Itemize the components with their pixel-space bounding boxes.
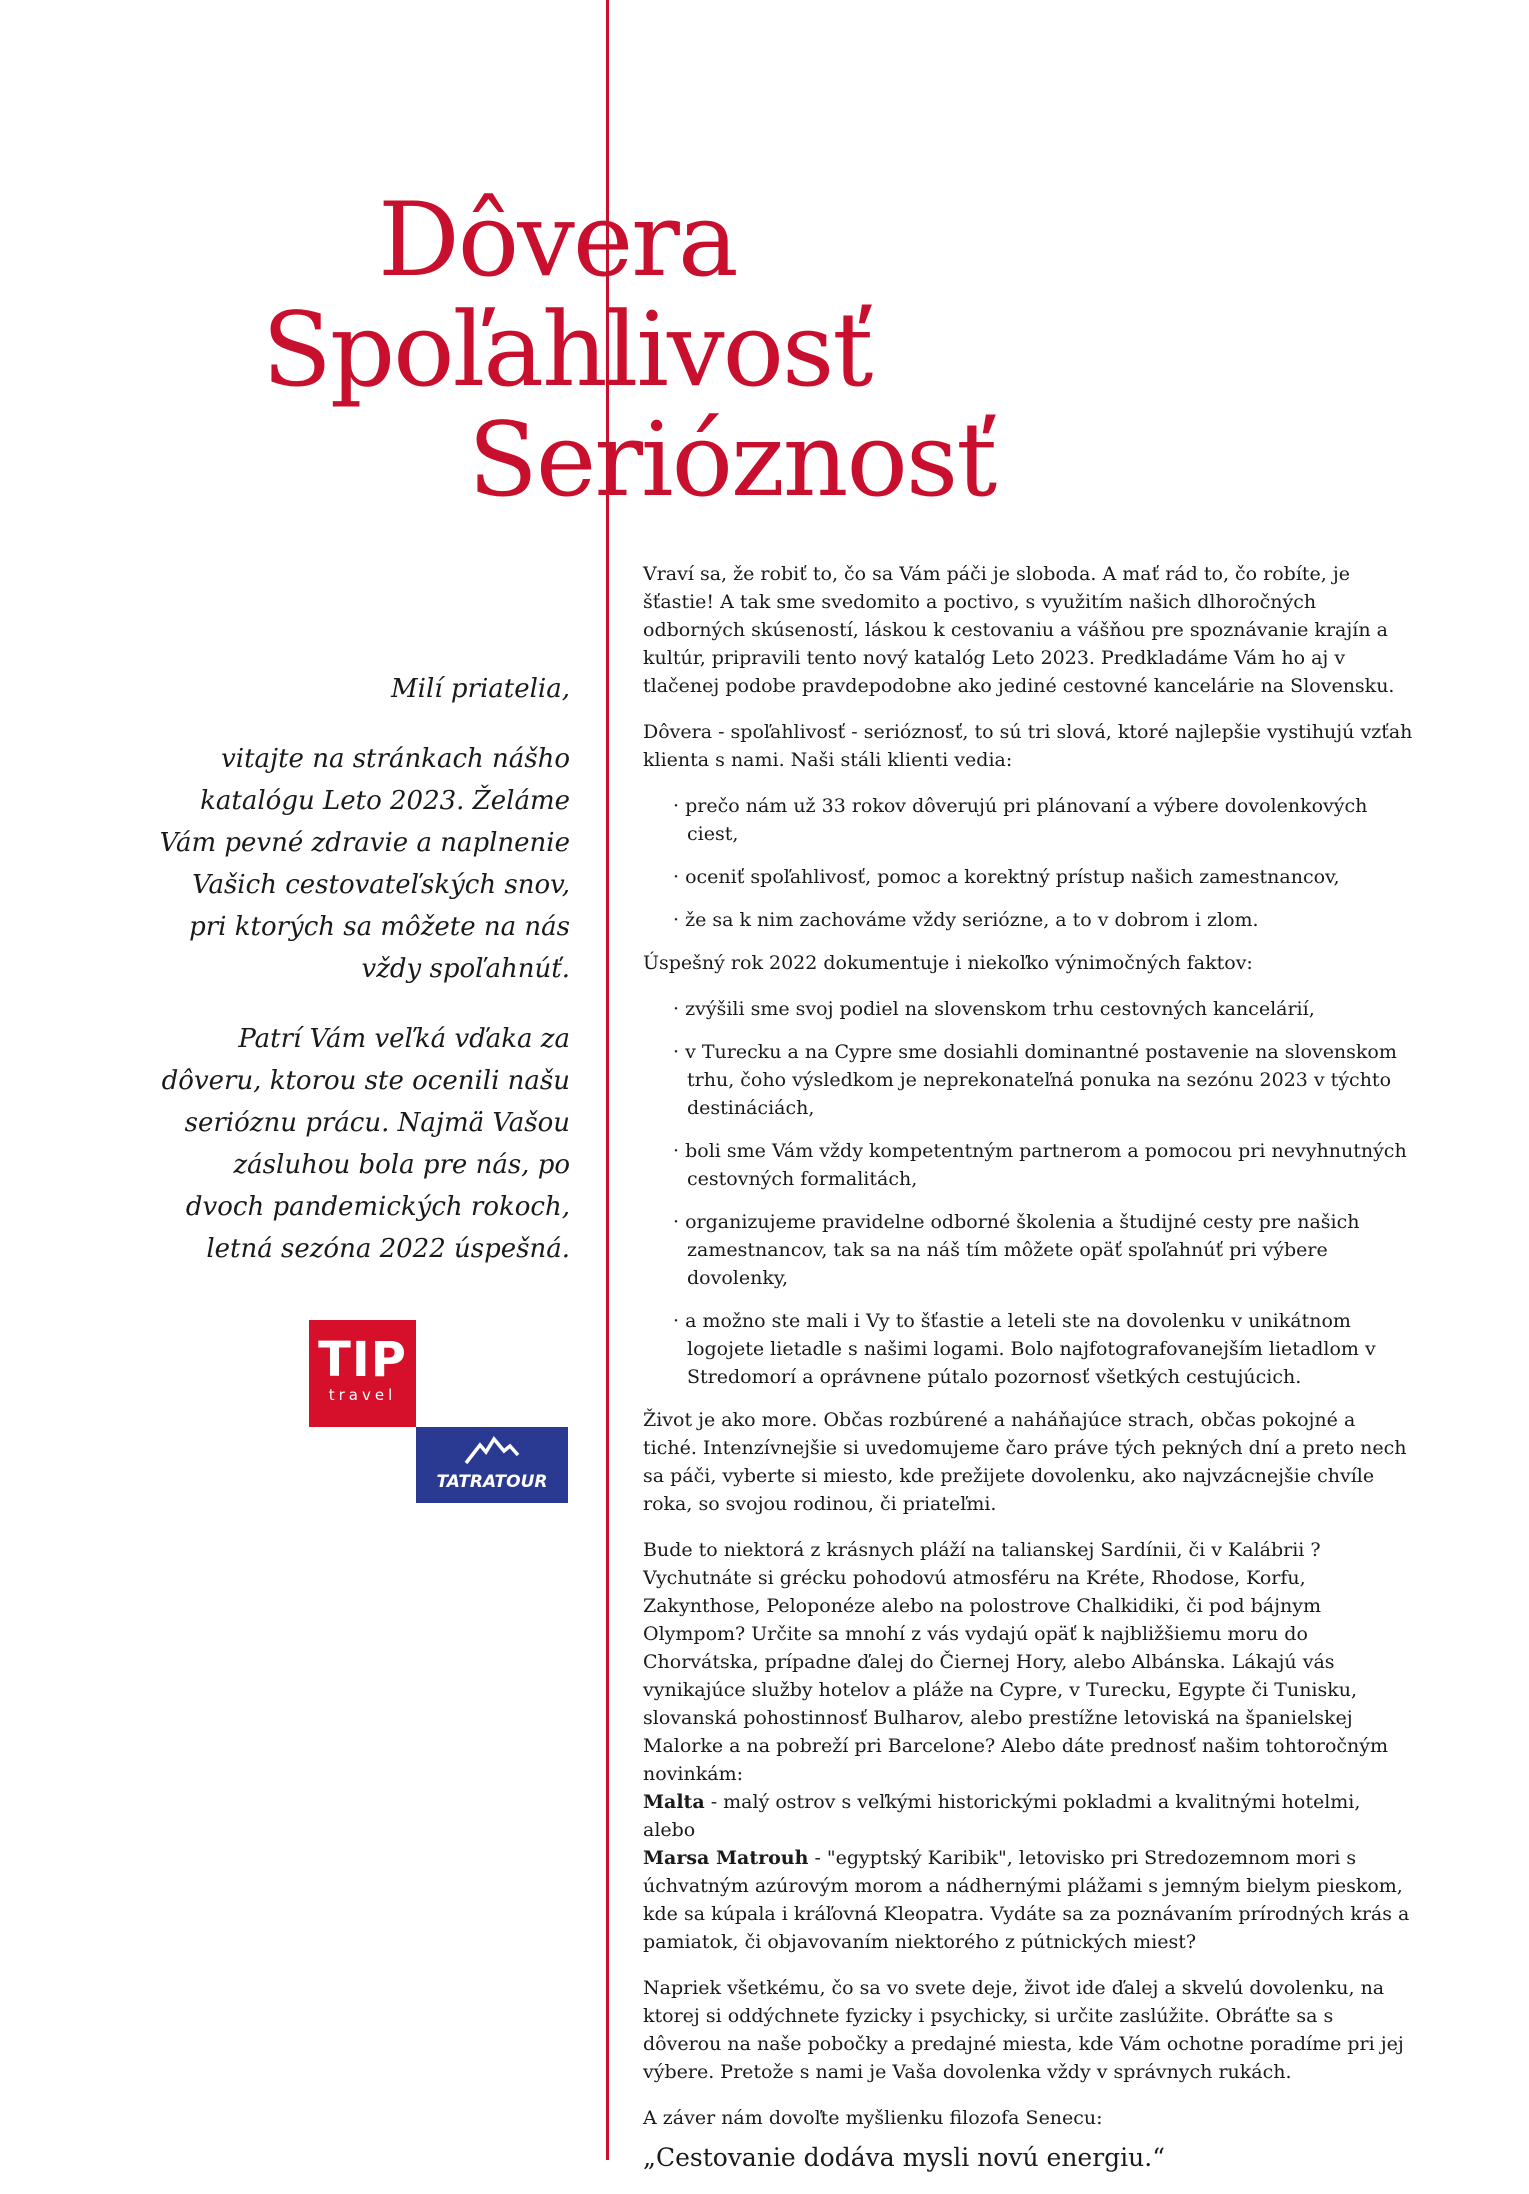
- travel-logo-text: travel: [328, 1386, 397, 1404]
- malta-highlight: Malta: [643, 1791, 705, 1813]
- intro-paragraph: Vraví sa, že robiť to, čo sa Vám páči je sloboda. A mať rád to, čo robíte, je šťastie! A tak sme svedomito a poctivo, s využitím našich dlhoročných odborných skúseností, láskou k cestovaniu a vášňou pre spoznávanie krajín a kultúr, pripravili tento nový katalóg Leto 2023. Predkladáme Vám ho aj v tlačenej podobe pravdepodobne ako jediné cestovné kancelárie na Slovensku.: [643, 563, 1395, 697]
- headline-word-serioznost: Serióznosť: [468, 401, 996, 520]
- headline-word-dovera: Dôvera: [378, 181, 737, 300]
- list-item: · že sa k nim zachováme vždy seriózne, a to v dobrom i zlom.: [673, 906, 1415, 934]
- mountain-icon: [464, 1435, 520, 1465]
- facts-intro: Úspešný rok 2022 dokumentuje i niekoľko výnimočných faktov:: [643, 952, 1253, 974]
- destinations-text: Bude to niektorá z krásnych pláží na talianskej Sardínii, či v Kalábrii ? Vychutnáte si grécku pohodovú atmosféru na Kréte, Rhodose, Korfu, Zakynthose, Peloponéze alebo na polostrove Chalkidiki, či pod bájnym Olympom? Určite sa mnohí z vás vydajú opäť k najbližšiemu moru do Chorvátska, prípadne ďalej do Čiernej Hory, alebo Albánska. Lákajú vás vynikajúce služby hotelov a pláže na Cypre, v Turecku, Egypte či Tunisku, slovanská pohostinnosť Bulharov, alebo prestížne letoviská na španielskej Malorke a na pobreží pri Barcelone? Alebo dáte prednosť našim tohtoročným novinkám:: [643, 1539, 1389, 1785]
- headline-word-spolahlivost: Spoľahlivosť: [262, 291, 872, 410]
- life-paragraph: Život je ako more. Občas rozbúrené a naháňajúce strach, občas pokojné a tiché. Intenzívnejšie si uvedomujeme čaro práve tých pekných dní a preto nech sa páči, vyberte si miesto, kde prežijete dovolenku, ako najvzácnejšie chvíle roka, so svojou rodinou, či priateľmi.: [643, 1409, 1407, 1515]
- values-intro: Dôvera - spoľahlivosť - serióznosť, to sú tri slová, ktoré najlepšie vystihujú vzťah klienta s nami. Naši stáli klienti vedia:: [643, 721, 1413, 771]
- seneca-quote: „Cestovanie dodáva mysli novú energiu.“: [643, 2143, 1165, 2172]
- greeting: Milí priatelia,: [391, 674, 570, 704]
- closing-paragraph: Napriek všetkému, čo sa vo svete deje, život ide ďalej a skvelú dovolenku, na ktorej si oddýchnete fyzicky i psychicky, si určite zaslúžite. Obráťte sa s dôverou na naše pobočky a predajné miesta, kde Vám ochotne poradíme pri jej výbere. Pretože s nami je Vaša dovolenka vždy v správnych rukách.: [643, 1977, 1404, 2083]
- tip-logo-text: TIP: [318, 1332, 407, 1388]
- welcome-paragraph: vitajte na stránkach nášho katalógu Leto 2023. Želáme Vám pevné zdravie a naplnenie Vašich cestovateľských snov, pri ktorých sa môžete na nás vždy spoľahnúť.: [159, 744, 570, 984]
- list-item: · organizujeme pravidelne odborné školenia a študijné cesty pre našich zamestnancov, tak sa na náš tím môžete opäť spoľahnúť pri výbere dovolenky,: [673, 1208, 1415, 1292]
- tip-travel-logo: [309, 1320, 416, 1427]
- main-letter: [643, 560, 1415, 2194]
- list-item: · oceniť spoľahlivosť, pomoc a korektný prístup našich zamestnancov,: [673, 863, 1415, 891]
- tatratour-logo-text: TATRATOUR: [436, 1472, 548, 1492]
- marsa-matrouh-highlight: Marsa Matrouh: [643, 1847, 809, 1869]
- seneca-intro: A záver nám dovoľte myšlienku filozofa Senecu:: [643, 2107, 1103, 2129]
- list-item: · boli sme Vám vždy kompetentným partnerom a pomocou pri nevyhnutných cestovných formalitách,: [673, 1137, 1415, 1193]
- facts-list: [643, 995, 1415, 1391]
- list-item: · a možno ste mali i Vy to šťastie a leteli ste na dovolenku v unikátnom logojete lietadle s našimi logami. Bolo najfotografovanejším lietadlom v Stredomorí a oprávnene pútalo pozornosť všetkých cestujúcich.: [673, 1307, 1415, 1391]
- destinations-paragraph: [643, 1536, 1415, 1956]
- values-list: [643, 792, 1415, 934]
- list-item: · zvýšili sme svoj podiel na slovenskom trhu cestovných kancelárií,: [673, 995, 1415, 1023]
- thanks-paragraph: Patrí Vám veľká vďaka za dôveru, ktorou ste ocenili našu serióznu prácu. Najmä Vašou zásluhou bola pre nás, po dvoch pandemických rokoch, letná sezóna 2022 úspešná.: [161, 1024, 570, 1264]
- list-item: · v Turecku a na Cypre sme dosiahli dominantné postavenie na slovenskom trhu, čoho výsledkom je neprekonateľná ponuka na sezónu 2023 v týchto destináciách,: [673, 1038, 1415, 1122]
- welcome-column: [150, 668, 570, 1298]
- malta-description: - malý ostrov s veľkými historickými pokladmi a kvalitnými hotelmi, alebo: [643, 1791, 1361, 1841]
- list-item: · prečo nám už 33 rokov dôverujú pri plánovaní a výbere dovolenkových ciest,: [673, 792, 1415, 848]
- tatratour-logo: [416, 1427, 568, 1503]
- marsa-matrouh-description: - "egyptský Karibik", letovisko pri Stredozemnom mori s úchvatným azúrovým morom a nádhernými plážami s jemným bielym pieskom, kde sa kúpala i kráľovná Kleopatra. Vydáte sa za poznávaním prírodných krás a pamiatok, či objavovaním niektorého z pútnických miest?: [643, 1847, 1410, 1953]
